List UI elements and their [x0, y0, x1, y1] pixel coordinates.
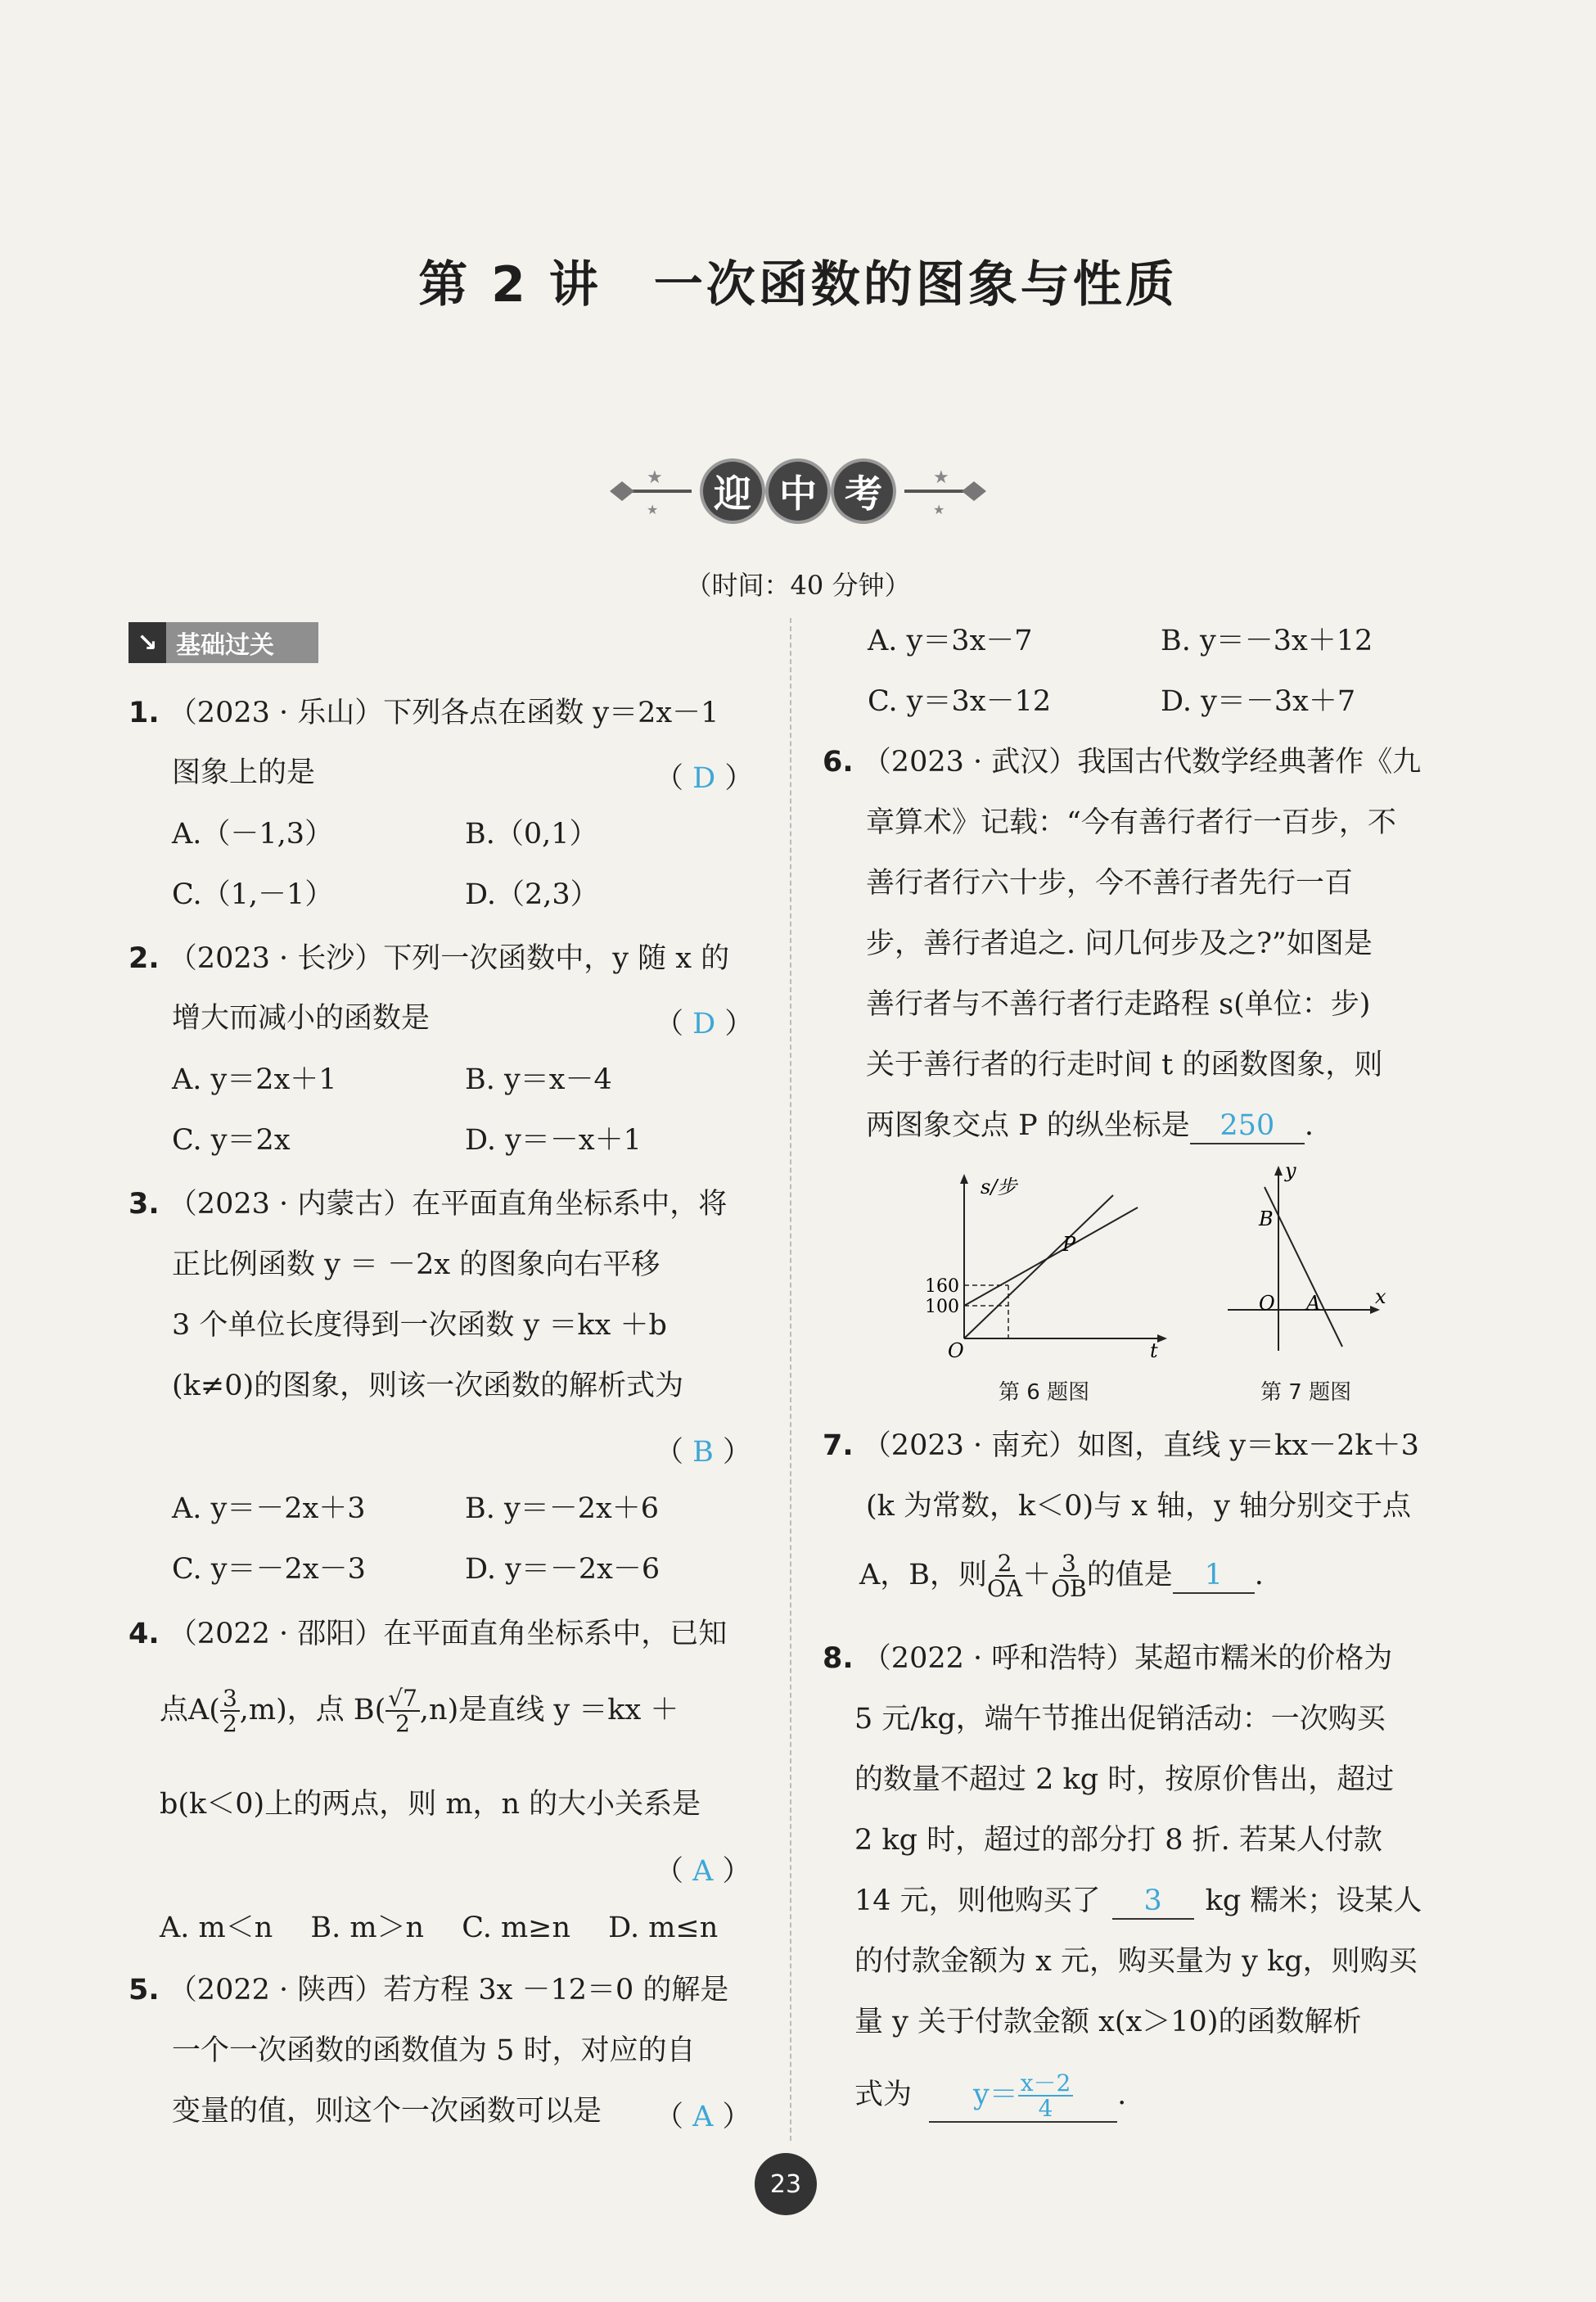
time-limit: （时间：40 分钟） [685, 570, 911, 601]
q8-stem-6: 的付款金额为 x 元，购买量为 y kg，则购买 [854, 1945, 1418, 1978]
q2-answer: D [692, 1008, 716, 1040]
exam-banner [597, 450, 999, 532]
banner-char-2: 中 [769, 462, 827, 521]
fig7-line [1265, 1187, 1342, 1347]
q5-option-c: C. y＝3x－12 [868, 685, 1052, 718]
q1-option-a: A.（－1,3） [172, 818, 334, 851]
q3-number: 3. [128, 1188, 160, 1221]
q3-answer: B [692, 1436, 714, 1469]
q8-answer-2-prefix: y＝ [972, 2078, 1018, 2111]
q7-post: 的值是 [1086, 1558, 1173, 1591]
q4-stem-3: b(k＜0)上的两点，则 m，n 的大小关系是 [160, 1788, 701, 1821]
q4-stem-1 [128, 1617, 727, 1651]
q6-stem-text-7: 两图象交点 P 的纵坐标是 [866, 1109, 1190, 1142]
q5-option-b: B. y＝－3x＋12 [1161, 625, 1373, 657]
q4-answer-paren: （ A ） [655, 1855, 751, 1888]
q5-number: 5. [128, 1974, 160, 2006]
q8-answer-2-top: x－2 [1018, 2071, 1074, 2097]
fig6-point-p: P [1062, 1233, 1076, 1256]
figure-6 [900, 1162, 1179, 1359]
q1-number: 1. [128, 697, 160, 729]
q3-answer-paren: （ B ） [655, 1436, 752, 1469]
q6-stem-text-1: （2023 · 武汉）我国古代数学经典著作《九 [862, 746, 1422, 779]
q4-number: 4. [128, 1618, 160, 1650]
q6-stem-2: 章算术》记载：“今有善行者行一百步，不 [866, 806, 1396, 839]
q2-answer-paren: （ D ） [655, 1008, 754, 1040]
q6-stem-1 [823, 745, 1421, 779]
q2-option-c: C. y＝2x [172, 1124, 291, 1157]
q6-number: 6. [823, 746, 854, 779]
q5-answer-paren: （ A ） [655, 2101, 751, 2133]
q1-answer: D [692, 762, 716, 795]
q7-plus: ＋ [1022, 1558, 1052, 1591]
q2-stem-1 [128, 941, 729, 976]
section-label: 基础过关 [176, 631, 274, 660]
fig6-tick-160: 160 [925, 1276, 959, 1297]
q2-stem-2: 增大而减小的函数是 [172, 1002, 431, 1035]
q8-stem-text-5b: kg 糯米；设某人 [1205, 1884, 1422, 1917]
q7-frac-1-top: 2 [995, 1551, 1015, 1577]
q3-option-c: C. y＝－2x－3 [172, 1553, 366, 1586]
banner-char-1: 迎 [703, 462, 762, 521]
q4-options: A. m＜n B. m＞n C. m≥n D. m≤n [160, 1912, 719, 1944]
fig6-y-label: s/步 [981, 1176, 1017, 1198]
q7-stem-1 [823, 1429, 1419, 1463]
q7-answer-blank: 1 [1173, 1558, 1255, 1594]
q7-frac-2-bottom: OB [1051, 1575, 1087, 1603]
fig6-origin: O [948, 1339, 964, 1359]
q8-number: 8. [823, 1642, 854, 1675]
figure-7 [1220, 1154, 1400, 1359]
q7-number: 7. [823, 1429, 854, 1462]
q8-stem-1 [823, 1641, 1392, 1676]
q8-stem-3: 的数量不超过 2 kg 时，按原价售出，超过 [854, 1763, 1395, 1796]
q3-stem-text-1: （2023 · 内蒙古）在平面直角坐标系中，将 [168, 1188, 728, 1221]
q1-option-c: C.（1,－1） [172, 878, 334, 911]
q6-answer-blank: 250 [1190, 1108, 1305, 1144]
fig6-x-label: t [1150, 1339, 1158, 1359]
q8-answer-2-frac [1018, 2071, 1074, 2121]
q7-pre: A，B，则 [859, 1558, 987, 1591]
q5-stem-text-1: （2022 · 陕西）若方程 3x －12＝0 的解是 [168, 1974, 729, 2006]
q8-stem-text-5a: 14 元，则他购买了 [854, 1884, 1101, 1917]
q6-stem-3: 善行者行六十步，今不善行者先行一百 [866, 867, 1354, 900]
fig6-line-fast [964, 1195, 1113, 1338]
fig7-caption: 第 7 题图 [1260, 1380, 1352, 1405]
q7-stem-text-1: （2023 · 南充）如图，直线 y＝kx－2k＋3 [862, 1429, 1419, 1462]
q8-stem-text-1: （2022 · 呼和浩特）某超市糯米的价格为 [862, 1642, 1393, 1675]
q4-mid-b: ,n)是直线 y ＝kx ＋ [419, 1693, 679, 1726]
svg-text:★: ★ [647, 467, 663, 488]
section-tag [128, 622, 318, 663]
q1-answer-paren: （ D ） [655, 762, 754, 795]
fig7-x-label: x [1375, 1285, 1386, 1308]
q1-option-b: B.（0,1） [465, 818, 598, 851]
q3-stem-3: 3 个单位长度得到一次函数 y ＝kx ＋b [172, 1309, 667, 1342]
fig6-tick-100: 100 [925, 1297, 959, 1317]
q8-answer-blank-1: 3 [1112, 1884, 1194, 1920]
q4-stem-2 [160, 1686, 679, 1736]
q8-answer-blank-2 [929, 2071, 1117, 2123]
fig7-y-label: y [1285, 1159, 1296, 1182]
q4-frac-a [220, 1686, 240, 1736]
q3-stem-1 [128, 1187, 727, 1221]
q1-option-d: D.（2,3） [465, 878, 599, 911]
page-number: 23 [755, 2153, 817, 2215]
q4-frac-b-top: √7 [385, 1686, 420, 1712]
q7-frac-2 [1051, 1551, 1087, 1601]
q3-stem-2: 正比例函数 y ＝ －2x 的图象向右平移 [172, 1248, 660, 1281]
q7-frac-1-bottom: OA [987, 1575, 1023, 1603]
q7-frac-2-top: 3 [1059, 1551, 1079, 1577]
q4-frac-a-bottom: 2 [222, 1710, 237, 1738]
q8-answer-2-bottom: 4 [1038, 2095, 1053, 2123]
fig6-caption: 第 6 题图 [999, 1380, 1090, 1405]
q6-stem-6: 关于善行者的行走时间 t 的函数图象，则 [866, 1049, 1383, 1081]
q4-point-a-label: 点A( [160, 1693, 220, 1726]
q2-option-b: B. y＝x－4 [465, 1063, 612, 1096]
q4-stem-text-1: （2022 · 邵阳）在平面直角坐标系中，已知 [168, 1618, 728, 1650]
q4-frac-a-top: 3 [220, 1686, 240, 1712]
arrow-icon: ↘ [128, 622, 166, 663]
fig6-line-slow [964, 1207, 1138, 1306]
q7-stem-2: (k 为常数，k＜0)与 x 轴，y 轴分别交于点 [866, 1490, 1412, 1523]
q6-stem-5: 善行者与不善行者行走路程 s(单位：步) [866, 988, 1371, 1021]
q8-stem-8: 式为 y＝ $\frac{x-2}{4}$ . [854, 2070, 1127, 2123]
q7-stem-3: A，B，则 $\frac{2}{OA}$ ＋ $\frac{3}{OB}$ 的值是 1 . [859, 1550, 1264, 1603]
q3-stem-4: (k≠0)的图象，则该一次函数的解析式为 [172, 1370, 684, 1402]
q4-answer: A [692, 1855, 714, 1888]
q8-stem-5 [854, 1884, 1422, 1920]
q4-frac-b [385, 1686, 420, 1736]
page-title: 第 2 讲 一次函数的图象与性质 [418, 256, 1178, 314]
fig7-point-b: B [1259, 1207, 1274, 1230]
q5-stem-2: 一个一次函数的函数值为 5 时，对应的自 [172, 2034, 696, 2067]
q1-stem-1 [128, 696, 719, 730]
q5-answer: A [692, 2101, 714, 2133]
fig7-point-a: A [1306, 1292, 1321, 1315]
svg-text:★: ★ [933, 502, 945, 517]
q3-option-b: B. y＝－2x＋6 [465, 1492, 660, 1525]
q6-stem-7: 两图象交点 P 的纵坐标是 250 . [866, 1108, 1314, 1144]
q5-option-a: A. y＝3x－7 [868, 625, 1033, 657]
q8-stem-2: 5 元/kg，端午节推出促销活动：一次购买 [854, 1703, 1386, 1736]
q1-stem-2: 图象上的是 [172, 756, 316, 789]
svg-text:★: ★ [933, 467, 949, 488]
q2-stem-text-1: （2023 · 长沙）下列一次函数中，y 随 x 的 [168, 942, 730, 975]
q5-stem-1 [128, 1973, 728, 2007]
q7-frac-1 [987, 1551, 1022, 1601]
q2-option-a: A. y＝2x＋1 [172, 1063, 337, 1096]
fig7-origin: O [1259, 1292, 1275, 1315]
q4-frac-b-bottom: 2 [395, 1710, 410, 1738]
q8-stem-4: 2 kg 时，超过的部分打 8 折. 若某人付款 [854, 1824, 1382, 1857]
q2-option-d: D. y＝－x＋1 [465, 1124, 642, 1157]
svg-text:★: ★ [647, 502, 659, 517]
q3-option-a: A. y＝－2x＋3 [172, 1492, 366, 1525]
q8-stem-7: 量 y 关于付款金额 x(x＞10)的函数解析 [854, 2006, 1362, 2038]
q1-stem-text-1: （2023 · 乐山）下列各点在函数 y＝2x－1 [168, 697, 719, 729]
q5-stem-3: 变量的值，则这个一次函数可以是 [172, 2095, 602, 2128]
q3-option-d: D. y＝－2x－6 [465, 1553, 660, 1586]
q2-number: 2. [128, 942, 160, 975]
q4-mid-a: ,m)，点 B( [239, 1693, 386, 1726]
column-divider [790, 618, 791, 2141]
q5-option-d: D. y＝－3x＋7 [1161, 685, 1356, 718]
q6-stem-4: 步，善行者追之. 问几何步及之?”如图是 [866, 928, 1373, 960]
q8-stem-text-8: 式为 [854, 2078, 913, 2111]
banner-char-3: 考 [834, 462, 893, 521]
